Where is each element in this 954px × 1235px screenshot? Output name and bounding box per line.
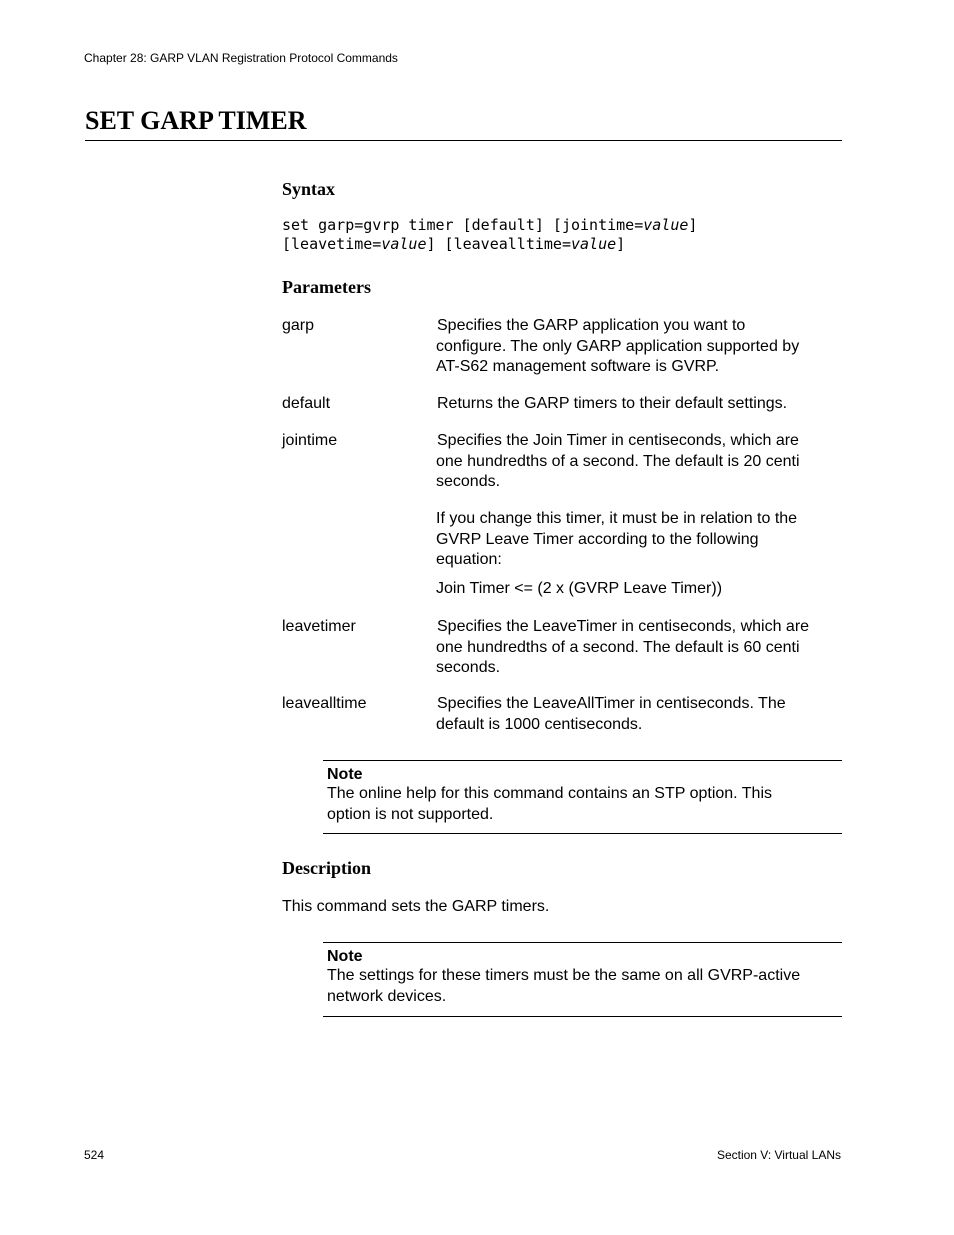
param-desc-jointime: Specifies the Join Timer in centiseconds, which are one hundredths of a second. The default is 20 centi seconds.: [436, 432, 800, 490]
param-name-jointime: jointime: [282, 432, 338, 449]
param-name-garp: garp: [282, 317, 315, 334]
description-heading: Description: [282, 858, 371, 878]
running-header: Chapter 28: GARP VLAN Registration Protocol Commands: [84, 51, 398, 65]
description-text: This command sets the GARP timers.: [282, 898, 550, 915]
parameters-heading: Parameters: [282, 277, 371, 297]
syntax-heading: Syntax: [282, 179, 336, 199]
title-rule: [85, 140, 842, 141]
note-box-1: [323, 760, 842, 834]
param-name-leavetimer: leavetimer: [282, 618, 356, 635]
param-desc-leavetimer: Specifies the LeaveTimer in centiseconds, which are one hundredths of a second. The default is 60 centi seconds.: [436, 618, 810, 676]
page-number: 524: [84, 1148, 105, 1162]
note-box-2: [323, 942, 842, 1017]
param-desc-garp: Specifies the GARP application you want to configure. The only GARP application supported by AT-S62 management software is GVRP.: [436, 317, 800, 375]
syntax-block: set garp=gvrp timer [default] [jointime=value] [leavetime=value] [leavealltime=value]: [282, 216, 698, 253]
param-name-leavealltime: leavealltime: [282, 695, 367, 712]
param-extra-jointime: If you change this timer, it must be in relation to the GVRP Leave Timer according to the following equation:: [436, 510, 798, 568]
param-equation-jointime: Join Timer <= (2 x (GVRP Leave Timer)): [436, 580, 723, 597]
param-desc-leavealltime: Specifies the LeaveAllTimer in centiseconds. The default is 1000 centiseconds.: [436, 695, 786, 733]
note-label: Note: [327, 766, 363, 783]
param-name-default: default: [282, 395, 331, 412]
note-label: Note: [327, 948, 363, 965]
param-desc-default: Returns the GARP timers to their default settings.: [437, 395, 788, 412]
footer-section: Section V: Virtual LANs: [716, 1148, 841, 1162]
note-text: The settings for these timers must be the same on all GVRP-active network devices.: [327, 967, 801, 1005]
note-text: The online help for this command contains an STP option. This option is not supported.: [327, 785, 772, 823]
page-title: SET GARP TIMER: [85, 106, 307, 135]
